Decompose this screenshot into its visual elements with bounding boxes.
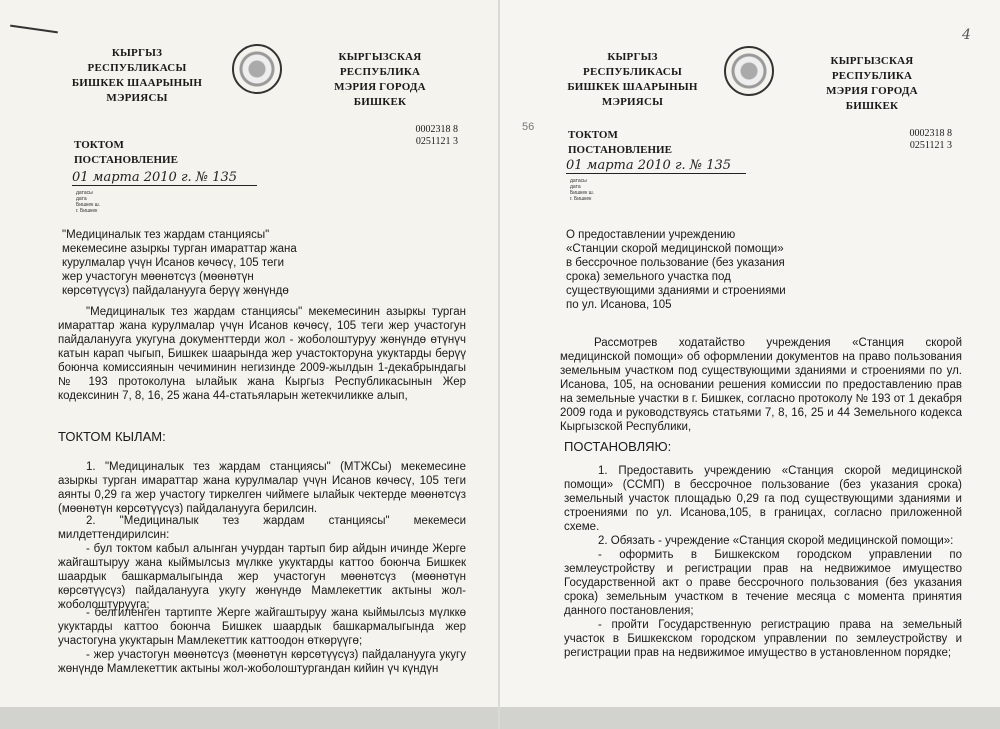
document-title: О предоставлении учреждению «Станции скорой медицинской помощи» в бессрочное пользование (без указания срока) земельного участка под существующими зданиями и строениями по ул. Исанова, 105 — [566, 229, 786, 311]
coat-of-arms-emblem — [232, 44, 282, 94]
clause-2b: - белгиленген тартипте Жерге жайгаштыруу жана кыймылсыз мүлккө укуктарды каттоо боюнча Бишкек шаардык башкармалыгында жер участогуна укуктарын Мамлекеттик каттоодон өткөрүүгө; — [58, 607, 466, 647]
header-kyrgyz: КЫРГЫЗ РЕСПУБЛИКАСЫ БИШКЕК ШААРЫНЫН МЭРИЯСЫ — [567, 51, 698, 108]
header-russian: КЫРГЫЗСКАЯ РЕСПУБЛИКА МЭРИЯ ГОРОДА БИШКЕК — [826, 55, 918, 112]
clause-2b: - пройти Государственную регистрацию права на земельный участок в Бишкекском городском управлении по землеустройству и регистрации прав на недвижимое имущество в установленном порядке; — [564, 619, 962, 659]
scan-bottom-edge — [500, 707, 1000, 729]
document-title: "Медициналык тез жардам станциясы" мекемесине азыркы турган имараттар жана курулмалар үчүн Исанов көчөсү, 105 теги жер участогун мөөнөтсүз (мөөнөтүн көрсөтүүсүз) пайдаланууга берүү жөнүндө — [62, 229, 297, 297]
header-kyrgyz: КЫРГЫЗ РЕСПУБЛИКАСЫ БИШКЕК ШААРЫНЫН МЭРИЯСЫ — [71, 47, 203, 104]
clause-2: 2. Обязать - учреждение «Станция скорой медицинской помощи»: — [598, 535, 954, 547]
document-type: ТОКТОМ ПОСТАНОВЛЕНИЕ — [74, 139, 178, 166]
date-place-labels: датасы дата Бишкек ш. г. Бишкек — [76, 190, 101, 214]
right-page — [500, 0, 1000, 729]
document-code: 0002318 8 0251121 3 — [909, 128, 952, 151]
clause-2a: - оформить в Бишкекском городском управлении по землеустройству и регистрации прав на недвижимое имущество Государственной акт о праве бессрочного пользования (без указания срока) земельным участком в течение месяца с момента принятия данного постановления; — [564, 549, 962, 617]
clause-2a: - бул токтом кабыл алынган учурдан тартып бир айдын ичинде Жерге жайгаштыруу жана кыймылсыз мүлкке укуктарды каттоо боюнча Бишкек шаардык башкармалыгында жер участогун мөөнөтсүз (мөөнөтүн көрсөтүүсүз) пайдаланууга укугу жөнүндө Мамлекеттик актыны жол-жоболоштурууга; — [58, 543, 466, 611]
preamble-paragraph: "Медициналык тез жардам станциясы" мекемесинин азыркы турган имараттар жана курулмалар үчүн Исанов көчөсү, 105 теги жер участогун пайдаланууга укугуна документтерди жол - жоболоштуруу жөнүндө өтүнүч катын карап чыгып, Бишкек шаарында жер участокторуна укуктарды берүү боюнча комиссиянын чечиминин негизинде 2009-жылдын 1-декабрындагы № 193 протоколуна ылайык жана Кыргыз Республикасынын Жер кодексинин 7, 8, 16, 25 жана 44-статьяларын жетекчиликке алып, — [58, 306, 466, 402]
coat-of-arms-emblem — [724, 46, 774, 96]
side-mark: 56 — [522, 121, 535, 133]
date-place-labels: датасы дата Бишкек ш. г. Бишкек — [570, 178, 595, 202]
clause-1: 1. "Медициналык тез жардам станциясы" (МТЖСы) мекемесине азыркы турган имараттар жана курулмалар үчүн Исанов көчөсү, 105 теги аянты 0,29 га жер участогу тиркелген чиймеге ылайык чектерде мөөнөтсүз (мөөнөтүн көрсөтүүсүз) пайдаланууга берилсин. — [58, 461, 466, 515]
clause-2c: - жер участогун мөөнөтсүз (мөөнөтүн көрсөтүүсүз) пайдаланууга укугу жөнүндө Мамлекеттик актыны жол-жоболоштургандан кийин үч күндүн — [58, 649, 466, 675]
page-number-mark: 4 — [962, 27, 971, 43]
document-code: 0002318 8 0251121 3 — [415, 124, 458, 147]
decree-heading: ПОСТАНОВЛЯЮ: — [564, 439, 672, 454]
clause-2: 2. "Медициналык тез жардам станциясы" мекемеси милдеттендирилсин: — [58, 515, 466, 541]
clause-1: 1. Предоставить учреждению «Станция скорой медицинской помощи» (ССМП) в бессрочное пользование (без указания срока) земельный участок площадью 0,29 га под существующими зданиями и строениями по ул. Исанова,105, в границах, согласно приложенной схеме. — [564, 465, 962, 533]
left-page — [0, 0, 498, 729]
handwritten-date-number: 01 марта 2010 г. № 135 — [566, 158, 746, 174]
preamble-paragraph: Рассмотрев ходатайство учреждения «Станция скорой медицинской помощи» об оформлении документов на право пользования земельным участком под существующими зданиями и строениями по ул. Исанова, 105, на основании решения комиссии по предоставлению прав на земельные участки в г. Бишкек, согласно протоколу № 193 от 1 декабря 2009 года и руководствуясь статьями 7, 8, 16, 25 и 44 Земельного кодекса Кыргызской Республики, — [560, 337, 962, 433]
document-type: ТОКТОМ ПОСТАНОВЛЕНИЕ — [568, 129, 672, 156]
scan-bottom-edge — [0, 707, 498, 729]
decree-heading: ТОКТОМ КЫЛАМ: — [58, 429, 166, 444]
handwritten-date-number: 01 марта 2010 г. № 135 — [72, 170, 257, 186]
header-russian: КЫРГЫЗСКАЯ РЕСПУБЛИКА МЭРИЯ ГОРОДА БИШКЕК — [334, 51, 426, 108]
